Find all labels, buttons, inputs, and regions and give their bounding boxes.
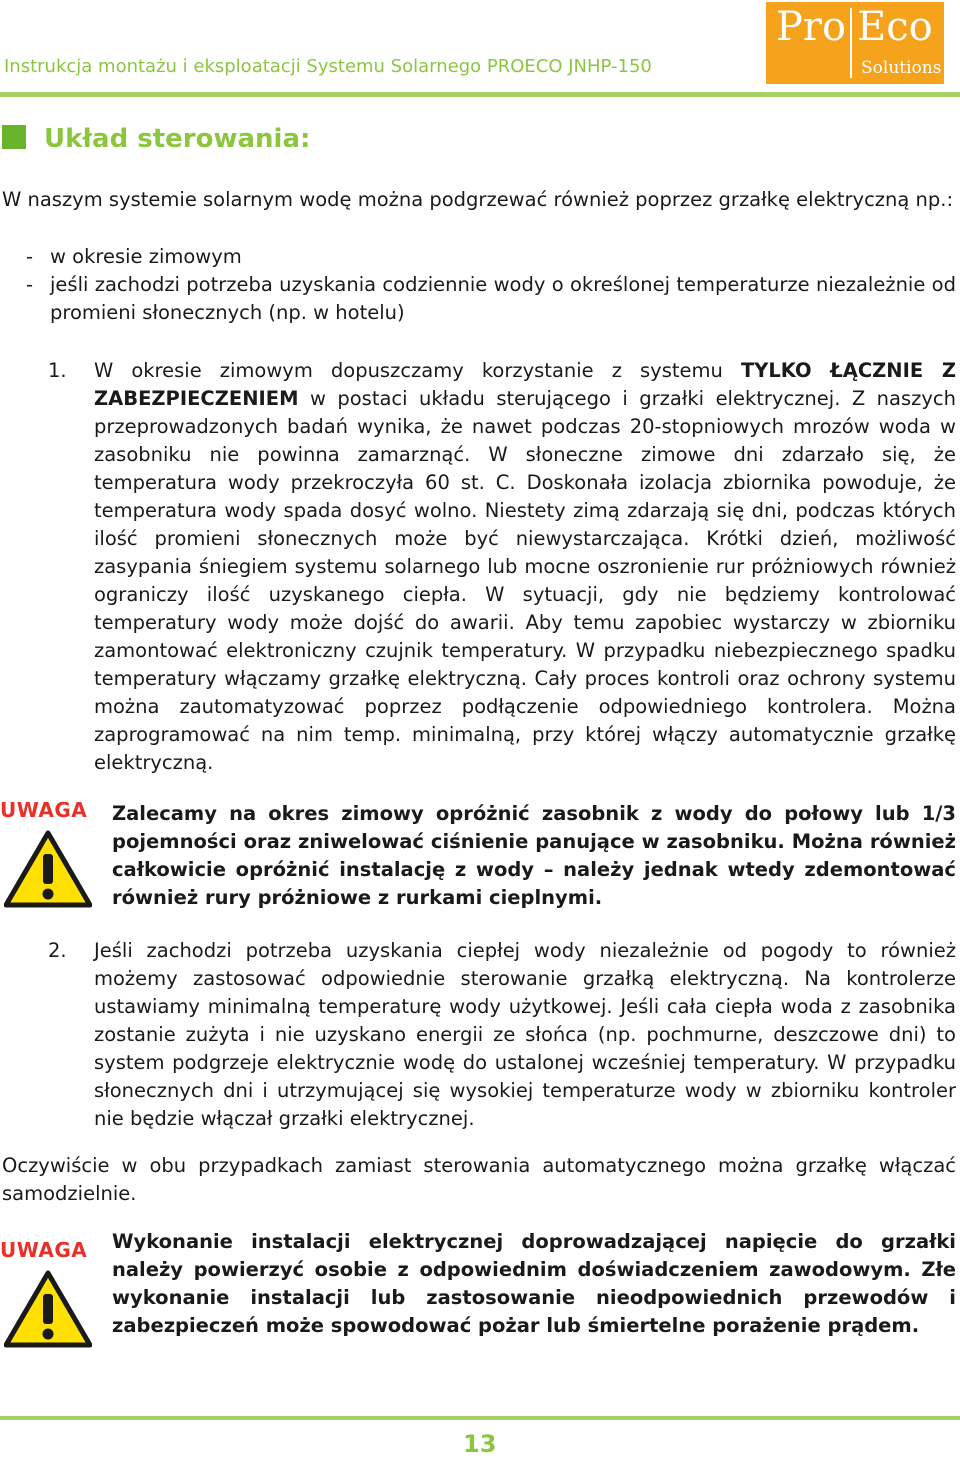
logo-divider bbox=[850, 8, 852, 78]
warning-triangle-icon bbox=[4, 830, 100, 912]
warning-text-2: Wykonanie instalacji elektrycznej doprowadzającej napięcie do grzałki należy powierzyć osobie z odpowiednim doświadczeniem zawodowym. Złe wykonanie instalacji lub zastosowanie nieodpowiednich przewodów i zabezpieczeń może spowodować pożar lub śmiertelne porażenie prądem. bbox=[112, 1230, 956, 1337]
section-bullet-square-icon bbox=[2, 125, 26, 149]
item-number-1: 1. bbox=[48, 359, 67, 382]
section-title: Układ sterowania: bbox=[44, 124, 311, 154]
bullet-list bbox=[26, 243, 956, 327]
logo-pro-text: Pro bbox=[776, 4, 847, 50]
warning-text-1: Zalecamy na okres zimowy opróżnić zasobnik z wody do połowy lub 1/3 pojemności oraz zniwelować ciśnienie panujące w zasobniku. Można również całkowicie opróżnić instalację z wody – należy jednak wtedy zdemontować również rury próżniowe z rurkami cieplnymi. bbox=[112, 802, 956, 909]
closing-paragraph: Oczywiście w obu przypadkach zamiast sterowania automatycznego można grzałkę włączać samodzielnie. bbox=[2, 1154, 956, 1205]
logo-solutions-text: Solutions bbox=[861, 58, 942, 78]
page-number: 13 bbox=[463, 1430, 497, 1458]
warning-label: UWAGA bbox=[0, 798, 88, 822]
item-1-emphasis: TYLKO ŁĄCZNIE Z ZABEZPIECZENIEM bbox=[94, 359, 956, 410]
list-item: - jeśli zachodzi potrzeba uzyskania codziennie wody o określonej temperaturze niezależnie od promieni słonecznych (np. w hotelu) bbox=[26, 273, 956, 324]
item-1-paragraph: W okresie zimowym dopuszczamy korzystanie z systemu TYLKO ŁĄCZNIE Z ZABEZPIECZENIEM w postaci układu sterującego i grzałki elektrycznej. Z naszych przeprowadzonych badań wynika, że nawet podczas 20-stopniowych mrozów woda w zasobniku nie powinna zamarznąć. W słoneczne zimowe dni zdarzało się, że temperatura wody przekroczyła 60 st. C. Doskonała izolacja zbiornika powoduje, że temperatura wody spada dosyć wolno. Niestety zimą zdarzają się dni, podczas których ilość promieni słonecznych może być niewystarczająca. Krótki dzień, możliwość zasypania śniegiem systemu solarnego lub mocne oszronienie rur próżniowych również ograniczy ilość uzyskanego ciepła. W sytuacji, gdy nie będziemy kontrolować temperatury wody może dojść do awarii. Aby temu zapobiec wystarczy w zbiorniku zamontować elektroniczny czujnik temperatury. W przypadku niebezpiecznego spadku temperatury włączamy grzałkę elektryczną. Cały proces kontroli oraz ochrony systemu można zautomatyzować poprzez podłączenie odpowiedniego kontrolera. Można zaprogramować na nim temp. minimalną, przy której włączy automatycznie grzałkę elektryczną. bbox=[94, 359, 956, 774]
item-number-2: 2. bbox=[48, 939, 67, 962]
warning-label: UWAGA bbox=[0, 1238, 88, 1262]
document-title: Instrukcja montażu i eksploatacji Systemu Solarnego PROECO JNHP-150 bbox=[4, 56, 652, 77]
warning-block-2 bbox=[0, 1238, 100, 1352]
footer-divider bbox=[0, 1416, 960, 1420]
warning-block-1 bbox=[0, 798, 100, 912]
header-divider bbox=[0, 92, 960, 97]
list-item: - w okresie zimowym bbox=[26, 245, 242, 268]
item-2-paragraph: Jeśli zachodzi potrzeba uzyskania ciepłej wody niezależnie od pogody to również możemy zastosować odpowiednie sterowanie grzałką elektryczną. Na kontrolerze ustawiamy minimalną temperaturę wody użytkowej. Jeśli cała ciepła woda z zasobnika zostanie zużyta i nie uzyskano energii ze słońca (np. pochmurne, deszczowe dni) to system podgrzeje elektrycznie wodę do ustalonej wcześniej temperatury. W przypadku słonecznych dni i utrzymującej się wysokiej temperaturze wody w zbiorniku kontroler nie będzie włączał grzałki elektrycznej. bbox=[94, 939, 956, 1130]
proeco-logo bbox=[766, 2, 944, 84]
warning-triangle-icon bbox=[4, 1270, 100, 1352]
logo-eco-text: Eco bbox=[857, 4, 933, 50]
intro-paragraph: W naszym systemie solarnym wodę można podgrzewać również poprzez grzałkę elektryczną np.: bbox=[2, 188, 954, 211]
